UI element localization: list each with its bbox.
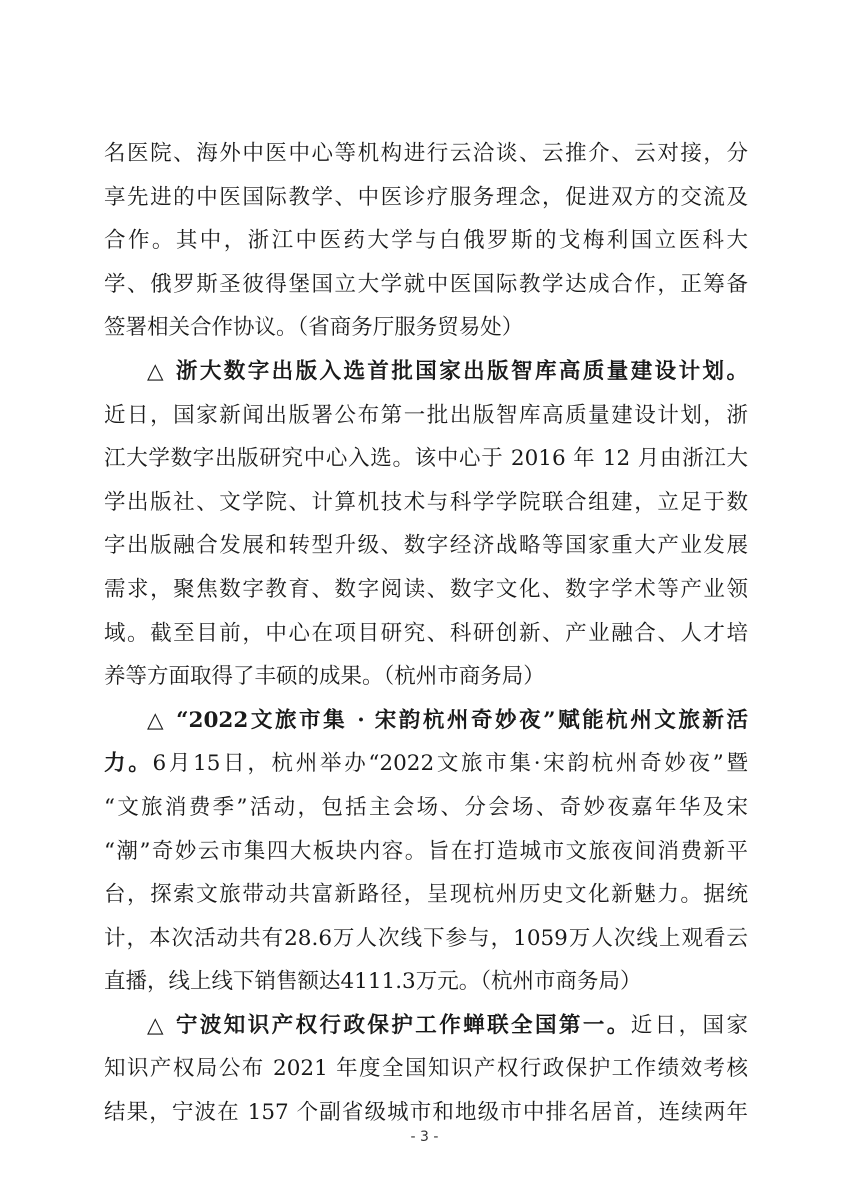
- text-line: 养等方面取得了丰硕的成果。（杭州市商务局）: [104, 664, 545, 690]
- news-headline: △ 宁波知识产权行政保护工作蝉联全国第一。: [147, 1012, 631, 1038]
- news-headline-end: 力。: [104, 751, 153, 777]
- paragraph-ningbo-ip-protection: [104, 1004, 748, 1135]
- text-line: 域。截至目前，中心在项目研究、科研创新、产业融合、人才培: [104, 620, 748, 646]
- text-line: “文旅消费季”活动，包括主会场、分会场、奇妙夜嘉年华及宋: [104, 794, 748, 820]
- paragraph-chinese-medicine: [104, 132, 748, 350]
- text-line: 字出版融合发展和转型升级、数字经济战略等国家重大产业发展: [104, 533, 748, 559]
- text-line: 台，探索文旅带动共富新路径，呈现杭州历史文化新魅力。据统: [104, 882, 748, 908]
- news-headline: △ “2022文旅市集 · 宋韵杭州奇妙夜”赋能杭州文旅新活: [147, 707, 748, 733]
- text-fragment: 6月15日，杭州举办“2022文旅市集·宋韵杭州奇妙夜”暨: [152, 751, 748, 777]
- text-line: 签署相关合作协议。（省商务厅服务贸易处）: [104, 315, 524, 341]
- text-line: 知识产权局公布 2021 年度全国知识产权行政保护工作绩效考核: [104, 1056, 748, 1082]
- text-line: 享先进的中医国际教学、中医诊疗服务理念，促进双方的交流及: [104, 184, 748, 210]
- text-line: 名医院、海外中医中心等机构进行云洽谈、云推介、云对接，分: [104, 141, 748, 166]
- text-line: 学出版社、文学院、计算机技术与科学学院联合组建，立足于数: [104, 489, 748, 515]
- text-fragment: 近日，国家: [630, 1012, 748, 1038]
- document-body: [104, 132, 748, 1135]
- text-line: 江大学数字出版研究中心入选。该中心于 2016 年 12 月由浙江大: [104, 446, 748, 472]
- text-line: 学、俄罗斯圣彼得堡国立大学就中医国际教学达成合作，正筹备: [104, 271, 748, 297]
- paragraph-hangzhou-culture-tourism: [104, 699, 748, 1004]
- text-line: 需求，聚焦数字教育、数字阅读、数字文化、数字学术等产业领: [104, 576, 748, 602]
- page-number: - 3 -: [410, 1129, 439, 1145]
- text-line: [104, 1004, 748, 1048]
- text-line: 近日，国家新闻出版署公布第一批出版智库高质量建设计划，浙: [104, 402, 748, 428]
- paragraph-zju-digital-publishing: [104, 350, 748, 699]
- text-line: 直播，线上线下销售额达4111.3万元。（杭州市商务局）: [104, 969, 642, 995]
- text-line: “潮”奇妙云市集四大板块内容。旨在打造城市文旅夜间消费新平: [104, 838, 748, 864]
- text-line: 计，本次活动共有28.6万人次线下参与，1059万人次线上观看云: [104, 925, 748, 951]
- news-headline: △ 浙大数字出版入选首批国家出版智库高质量建设计划。: [147, 358, 748, 384]
- text-line: 合作。其中，浙江中医药大学与白俄罗斯的戈梅利国立医科大: [104, 228, 748, 254]
- text-line: 结果，宁波在 157 个副省级城市和地级市中排名居首，连续两年: [104, 1100, 748, 1126]
- text-line: [104, 742, 748, 786]
